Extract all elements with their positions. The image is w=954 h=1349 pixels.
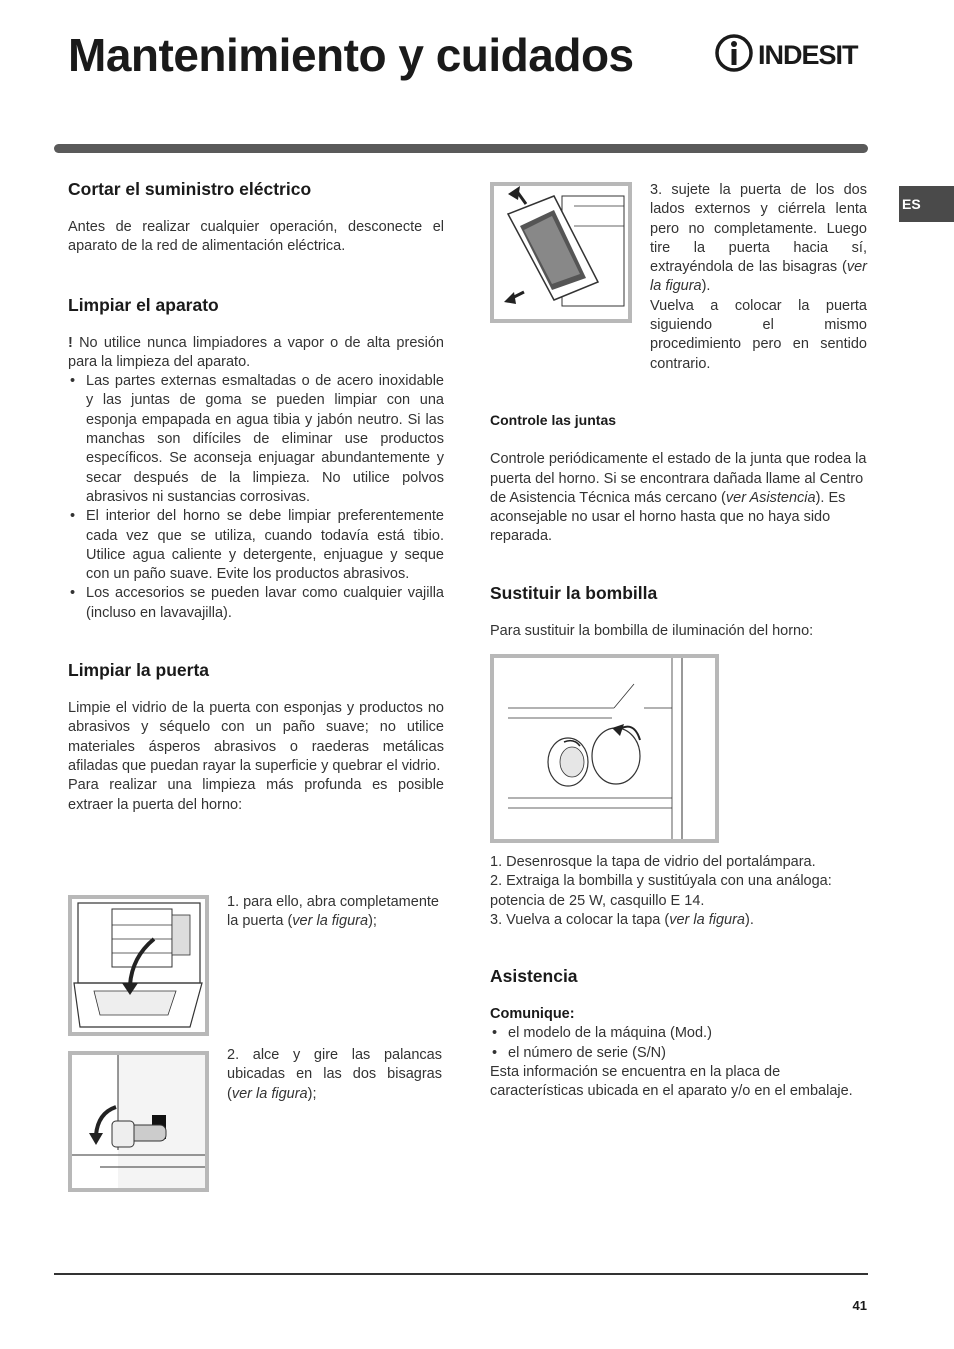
language-code: ES	[902, 196, 921, 212]
step-3-reverse: Vuelva a colocar la puerta siguiendo el mismo procedimiento pero en sentido contrario.	[650, 297, 867, 372]
list-item: • El interior del horno se debe limpiar preferentemente cada vez que se utiliza, cuando todavía está tibio. Utilice agua caliente y detergente, enjuague y seque con un paño suave. Evite los productos abrasivos.	[68, 507, 444, 584]
step-3	[650, 181, 867, 297]
step-3-text	[650, 181, 867, 374]
gaskets-text-b: ). Es aconsejable no usar el horno hasta que no haya sido reparada.	[490, 489, 846, 545]
figure-reference: ver la figura	[669, 911, 745, 928]
step-2-text	[227, 1046, 442, 1104]
item-3-text-b: ).	[744, 911, 754, 928]
brand-name: INDESIT	[758, 40, 858, 70]
figure-door-open	[68, 895, 209, 1036]
door-text-2: Para realizar una limpieza más profunda es posible extraer la puerta del horno:	[68, 777, 444, 813]
bulb-steps	[490, 853, 867, 1102]
list-item: • Las partes externas esmaltadas o de acero inoxidable y las juntas de goma se pueden limpiar con una esponja empapada en agua tibia y jabón neutro. Si las manchas son difíciles de eliminar use productos específicos. Se aconseja enjuagar abundantemente y secar después de la limpieza. No utilice polvos abrasivos ni sustancias corrosivas.	[68, 372, 444, 507]
list-item: • el número de serie (S/N)	[490, 1044, 867, 1063]
warning-mark: !	[68, 334, 73, 351]
assistance-list	[490, 1024, 867, 1063]
step-3-text-a: 3. sujete la puerta de los dos lados externos y ciérrela lenta pero no completamente. Luego tire la puerta hacia sí, extrayéndola de las bisagras (	[650, 182, 867, 276]
step-1-text-a: 1. para ello, abra completamente la puerta (	[227, 894, 439, 930]
step-3-text-b: ).	[701, 278, 711, 295]
figure-door-removal	[490, 182, 632, 323]
bulb-intro: Para sustituir la bombilla de iluminación del horno:	[490, 622, 814, 639]
power-text: Antes de realizar cualquier operación, desconecte el aparato de la red de alimentación eléctrica.	[68, 219, 444, 255]
list-item: 1. Desenrosque la tapa de vidrio del portalámpara.	[490, 854, 816, 870]
step-1-text-b: );	[368, 913, 377, 930]
header-rule	[54, 144, 868, 153]
bulb-steps-list	[490, 853, 867, 930]
section-heading-bulb: Sustituir la bombilla	[490, 582, 658, 603]
step-2-text-b: );	[307, 1085, 317, 1102]
section-heading-power: Cortar el suministro eléctrico	[68, 179, 312, 199]
step-1-text	[227, 893, 442, 932]
page-title: Mantenimiento y cuidados	[68, 29, 634, 81]
steam-warning	[68, 334, 444, 373]
warning-text: No utilice nunca limpiadores a vapor o de alta presión para la limpieza del aparato.	[68, 334, 444, 370]
section-heading-clean-appliance: Limpiar el aparato	[68, 294, 219, 315]
footer-rule	[54, 1273, 868, 1275]
page-number: 41	[852, 1298, 867, 1313]
step-2	[227, 1046, 442, 1104]
assistance-label: Comunique:	[490, 1006, 575, 1023]
right-column	[490, 411, 867, 641]
figure-reference: ver la figura	[650, 259, 867, 295]
figure-reference: ver la figura	[292, 913, 369, 930]
step-1	[227, 893, 442, 932]
gaskets-text	[490, 450, 867, 546]
assistance-reference: ver Asistencia	[725, 489, 816, 506]
section-heading-gaskets: Controle las juntas	[490, 412, 617, 428]
language-tab	[899, 186, 954, 222]
step-2-text-a: 2. alce y gire las palancas ubicadas en las dos bisagras (	[227, 1047, 442, 1102]
door-text-1: Limpie el vidrio de la puerta con esponjas y productos no abrasivos y séquelo con un paño suave; no utilice materiales ásperos abrasivos o raederas metálicas afiladas que puedan rayar la superficie y quebrar el vidrio.	[68, 700, 444, 774]
figure-reference: ver la figura	[231, 1085, 308, 1102]
figure-hinge-lever	[68, 1051, 209, 1192]
left-column	[68, 178, 444, 815]
list-item: • el modelo de la máquina (Mod.)	[490, 1024, 867, 1043]
list-item	[490, 911, 867, 930]
gaskets-text-a: Controle periódicamente el estado de la junta que rodea la puerta del horno. Si se encontrara dañada llame al Centro de Asistencia Técnica más cercano (	[490, 451, 867, 506]
list-item: • Los accesorios se pueden lavar como cualquier vajilla (incluso en lavavajilla).	[68, 584, 444, 623]
list-item: 2. Extraiga la bombilla y sustitúyala con una análoga: potencia de 25 W, casquillo E 14.	[490, 873, 832, 909]
figure-bulb	[490, 654, 719, 843]
section-heading-assistance: Asistencia	[490, 966, 578, 987]
assistance-text: Esta información se encuentra en la placa de características ubicada en el aparato y/o en el embalaje.	[490, 1064, 853, 1100]
item-3-text-a: 3. Vuelva a colocar la tapa (	[490, 911, 670, 928]
indesit-logo	[714, 32, 870, 74]
cleaning-list	[68, 372, 444, 623]
section-heading-clean-door: Limpiar la puerta	[68, 660, 210, 681]
